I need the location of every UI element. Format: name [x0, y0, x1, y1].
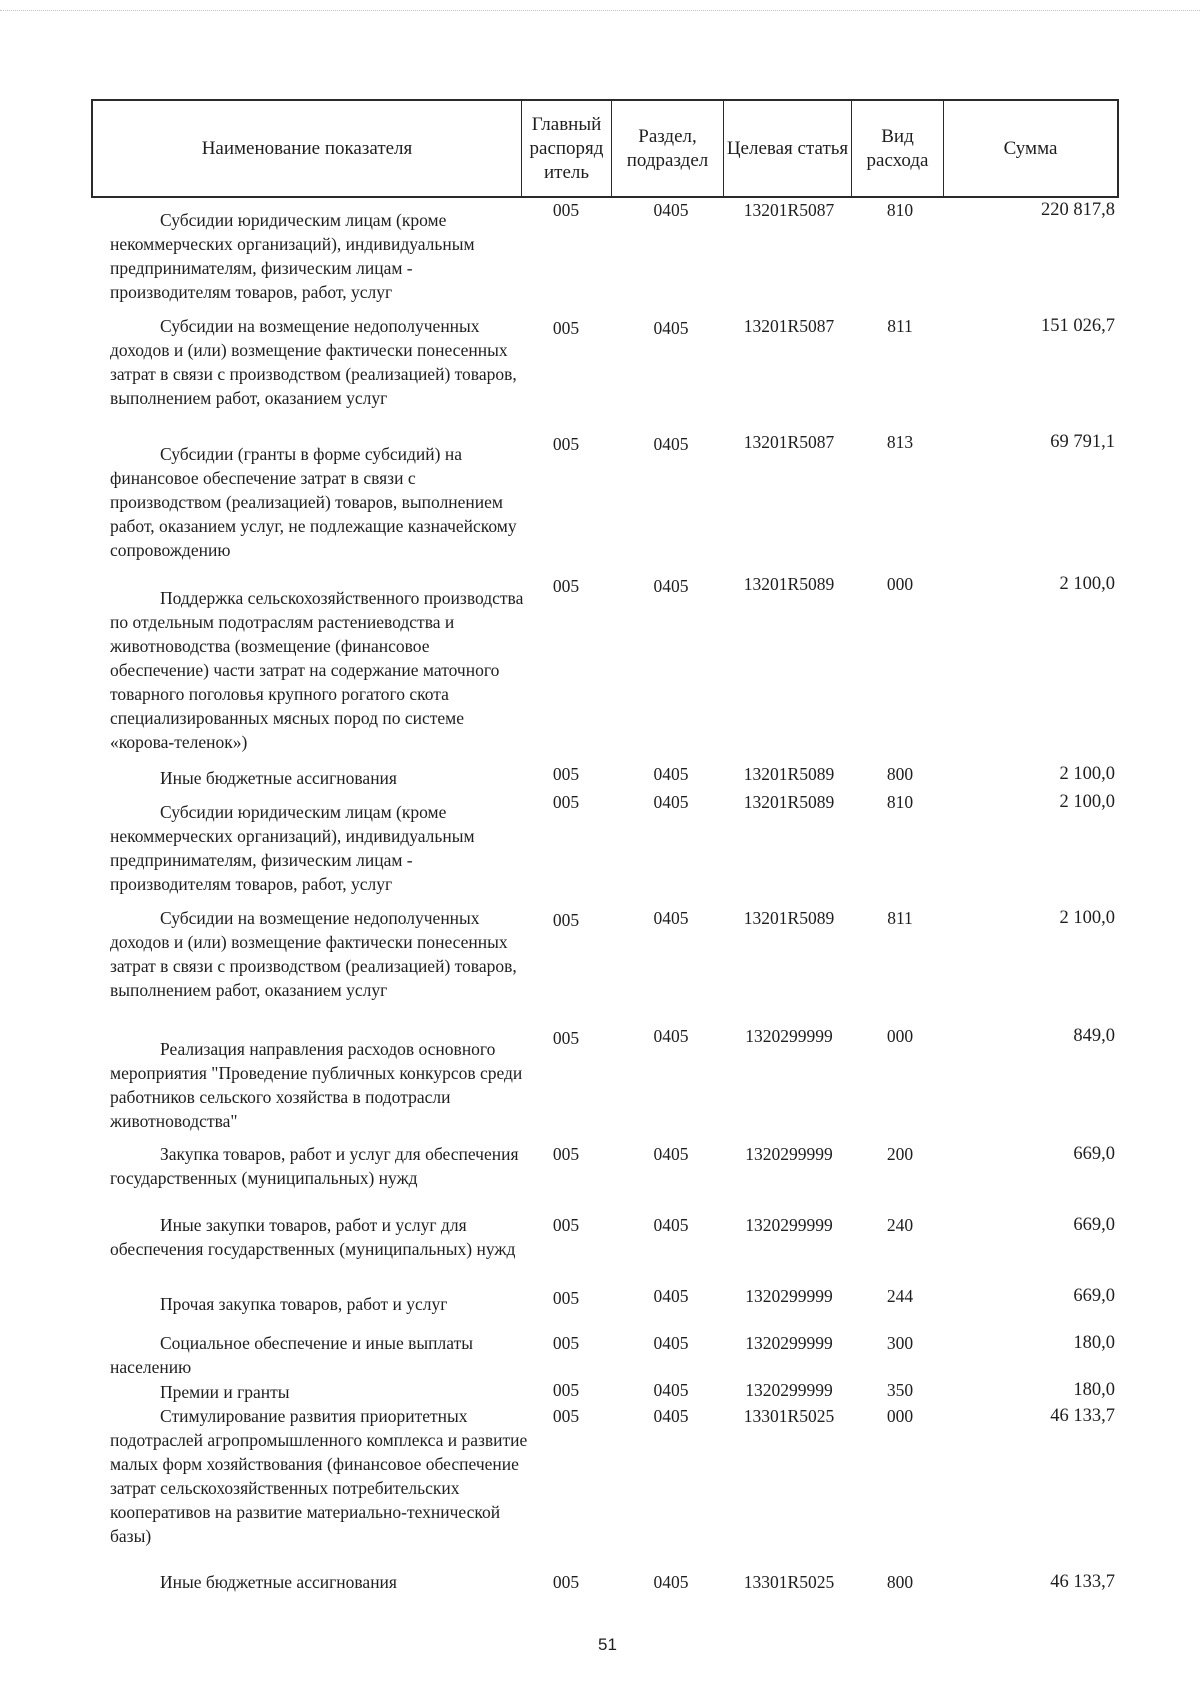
row-celevaya: 13301R5025 [743, 1572, 835, 1592]
row-name: Иные бюджетные ассигнования [160, 768, 397, 788]
row-name: Премии и гранты [160, 1382, 290, 1402]
header-name: Наименование показателя [201, 137, 413, 159]
header-celevaya: Целевая статья [723, 101, 851, 196]
row-name: Социальное обеспечение и иные выплаты населению [110, 1333, 474, 1377]
page-number: 51 [598, 1635, 617, 1654]
row-razdel: 0405 [653, 1144, 689, 1164]
row-summa: 180,0 [1073, 1380, 1115, 1400]
row-razdel: 0405 [653, 908, 689, 928]
row-glav: 005 [552, 1380, 580, 1400]
row-summa: 669,0 [1073, 1144, 1115, 1164]
header-summa: Сумма [943, 101, 1117, 196]
row-razdel: 0405 [653, 1406, 689, 1426]
row-summa: 849,0 [1073, 1026, 1115, 1046]
row-glav: 005 [552, 1572, 580, 1592]
row-vid: 240 [886, 1215, 914, 1235]
row-name: Субсидии юридическим лицам (кроме некоммерческих организаций), индивидуальным предпринимателям, физическим лицам - производителям товаров, работ, услуг [110, 802, 475, 894]
row-name: Поддержка сельскохозяйственного производства по отдельным подотраслям растениеводства и животноводства (возмещение (финансовое обеспечение) части затрат на содержание маточного товарного поголовья крупного рогатого скота специализированных мясных пород по системе «корова-теленок») [110, 588, 524, 752]
row-razdel: 0405 [653, 200, 689, 220]
row-glav: 005 [552, 200, 580, 220]
header-vid: Вид расхода [851, 101, 943, 196]
row-vid: 811 [887, 908, 913, 928]
page-top-rule [0, 10, 1200, 11]
row-celevaya: 13201R5089 [743, 792, 835, 812]
row-summa: 180,0 [1073, 1333, 1115, 1353]
row-vid: 000 [886, 1026, 914, 1046]
row-celevaya: 1320299999 [745, 1380, 833, 1400]
row-vid: 350 [886, 1380, 914, 1400]
row-razdel: 0405 [653, 1286, 689, 1306]
row-celevaya: 13201R5089 [743, 574, 835, 594]
row-razdel: 0405 [653, 1215, 689, 1235]
row-vid: 811 [887, 316, 913, 336]
row-name: Иные бюджетные ассигнования [160, 1572, 397, 1592]
row-glav: 005 [552, 1288, 580, 1308]
row-summa: 2 100,0 [1059, 792, 1115, 812]
row-summa: 669,0 [1073, 1215, 1115, 1235]
row-razdel: 0405 [653, 764, 689, 784]
row-celevaya: 13201R5087 [743, 200, 835, 220]
row-celevaya: 1320299999 [745, 1144, 833, 1164]
row-razdel: 0405 [653, 1026, 689, 1046]
row-glav: 005 [552, 318, 580, 338]
header-glav: Главный распоряд итель [521, 101, 611, 196]
row-celevaya: 1320299999 [745, 1286, 833, 1306]
row-name: Закупка товаров, работ и услуг для обеспечения государственных (муниципальных) нужд [110, 1144, 519, 1188]
row-glav: 005 [552, 434, 580, 454]
row-name: Субсидии на возмещение недополученных доходов и (или) возмещение фактически понесенных затрат в связи с производством (реализацией) товаров, выполнением работ, оказанием услуг [110, 316, 517, 408]
row-summa: 69 791,1 [1050, 432, 1115, 452]
row-glav: 005 [552, 1144, 580, 1164]
row-celevaya: 13201R5089 [743, 908, 835, 928]
row-summa: 220 817,8 [1041, 200, 1115, 220]
row-name: Прочая закупка товаров, работ и услуг [160, 1294, 448, 1314]
row-name: Реализация направления расходов основного мероприятия "Проведение публичных конкурсов среди работников сельского хозяйства в подотрасли животноводства" [110, 1039, 523, 1131]
header-razdel: Раздел, подраздел [611, 101, 723, 196]
row-name: Субсидии (гранты в форме субсидий) на финансовое обеспечение затрат в связи с производством (реализацией) товаров, выполнением работ, оказанием услуг, не подлежащие казначейскому сопровождению [110, 444, 517, 560]
row-glav: 005 [552, 1406, 580, 1426]
row-glav: 005 [552, 1215, 580, 1235]
row-vid: 800 [886, 1572, 914, 1592]
row-vid: 800 [886, 764, 914, 784]
table-header [91, 99, 1119, 198]
row-name: Стимулирование развития приоритетных подотраслей агропромышленного комплекса и развитие малых форм хозяйствования (финансовое обеспечение затрат сельскохозяйственных потребительских кооперативов на развитие материально-технической базы) [110, 1406, 528, 1546]
row-vid: 000 [886, 1406, 914, 1426]
row-razdel: 0405 [653, 1380, 689, 1400]
row-vid: 813 [886, 432, 914, 452]
row-vid: 810 [886, 200, 914, 220]
row-glav: 005 [552, 910, 580, 930]
row-celevaya: 13201R5089 [743, 764, 835, 784]
row-razdel: 0405 [653, 1572, 689, 1592]
row-summa: 46 133,7 [1050, 1572, 1115, 1592]
row-glav: 005 [552, 1028, 580, 1048]
row-name: Субсидии юридическим лицам (кроме некоммерческих организаций), индивидуальным предпринимателям, физическим лицам - производителям товаров, работ, услуг [110, 210, 475, 302]
row-summa: 46 133,7 [1050, 1406, 1115, 1426]
row-glav: 005 [552, 1333, 580, 1353]
row-vid: 810 [886, 792, 914, 812]
row-summa: 151 026,7 [1041, 316, 1115, 336]
row-summa: 669,0 [1073, 1286, 1115, 1306]
row-razdel: 0405 [653, 434, 689, 454]
row-summa: 2 100,0 [1059, 574, 1115, 594]
row-celevaya: 13301R5025 [743, 1406, 835, 1426]
row-celevaya: 13201R5087 [743, 432, 835, 452]
row-vid: 300 [886, 1333, 914, 1353]
row-vid: 000 [886, 574, 914, 594]
row-celevaya: 1320299999 [745, 1333, 833, 1353]
row-razdel: 0405 [653, 792, 689, 812]
row-glav: 005 [552, 576, 580, 596]
row-glav: 005 [552, 792, 580, 812]
row-summa: 2 100,0 [1059, 908, 1115, 928]
row-glav: 005 [552, 764, 580, 784]
row-celevaya: 1320299999 [745, 1026, 833, 1046]
row-summa: 2 100,0 [1059, 764, 1115, 784]
row-vid: 244 [886, 1286, 914, 1306]
row-vid: 200 [886, 1144, 914, 1164]
row-celevaya: 13201R5087 [743, 316, 835, 336]
row-celevaya: 1320299999 [745, 1215, 833, 1235]
row-name: Субсидии на возмещение недополученных доходов и (или) возмещение фактически понесенных затрат в связи с производством (реализацией) товаров, выполнением работ, оказанием услуг [110, 908, 517, 1000]
row-name: Иные закупки товаров, работ и услуг для обеспечения государственных (муниципальных) нужд [110, 1215, 516, 1259]
row-razdel: 0405 [653, 576, 689, 596]
row-razdel: 0405 [653, 318, 689, 338]
row-razdel: 0405 [653, 1333, 689, 1353]
